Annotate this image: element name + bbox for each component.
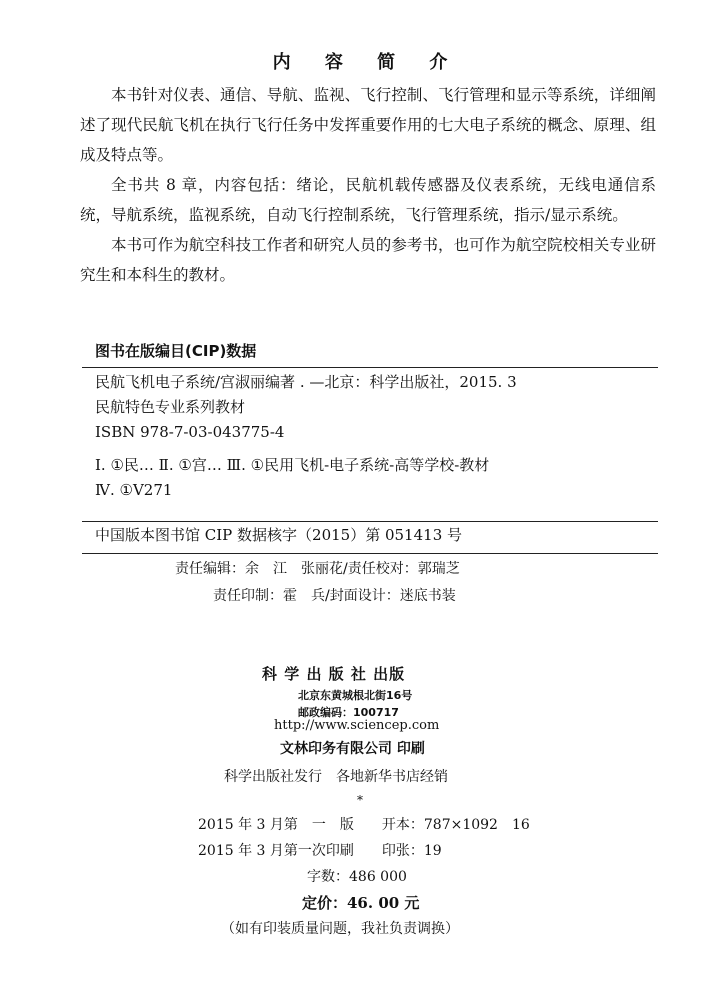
publisher-postcode: 邮政编码：100717 [298,706,399,719]
separator-star: * [357,793,363,807]
distribution: 科学出版社发行 各地新华书店经销 [224,769,448,785]
printing-info: 2015 年 3 月第一次印刷 印张：19 [198,843,442,859]
printer-name: 文林印务有限公司 印刷 [280,741,425,757]
divider [82,521,658,522]
cip-line: Ⅳ. ①V271 [95,481,173,499]
intro-paragraph: 本书可作为航空科技工作者和研究人员的参考书，也可作为航空院校相关专业研究生和本科生的教材。 [80,236,656,284]
price: 定价：46. 00 元 [302,894,420,912]
editor-credits: 责任编辑：余 江 张丽花/责任校对：郭瑞芝 [175,561,460,577]
publisher-url: http://www.sciencep.com [274,718,440,733]
cip-line: 民航特色专业系列教材 [95,398,246,416]
cip-catalog-number: 中国版本图书馆 CIP 数据核字（2015）第 051413 号 [95,526,463,544]
cip-line: 民航飞机电子系统/宫淑丽编著 . —北京：科学出版社，2015. 3 [95,373,517,391]
cip-heading: 图书在版编目(CIP)数据 [95,342,257,360]
cip-line: Ⅰ. ①民… Ⅱ. ①宫… Ⅲ. ①民用飞机-电子系统-高等学校-教材 [95,456,490,474]
introduction [80,80,656,290]
divider [82,553,658,554]
divider [82,367,658,368]
publisher-name: 科 学 出 版 社 出版 [262,665,406,683]
publisher-address: 北京东黄城根北街16号 [298,689,413,702]
page-title: 内 容 简 介 [272,52,462,73]
cip-data [95,370,655,503]
credits [0,556,720,610]
word-count: 字数：486 000 [307,869,407,885]
cip-line: ISBN 978-7-03-043775-4 [95,423,285,441]
intro-paragraph: 全书共 8 章，内容包括：绪论，民航机载传感器及仪表系统，无线电通信系统，导航系统，监视系统，自动飞行控制系统，飞行管理系统，指示/显示系统。 [80,176,656,224]
intro-paragraph: 本书针对仪表、通信、导航、监视、飞行控制、飞行管理和显示等系统，详细阐述了现代民航飞机在执行飞行任务中发挥重要作用的七大电子系统的概念、原理、组成及特点等。 [80,86,656,164]
quality-notice: （如有印装质量问题，我社负责调换） [221,921,459,937]
edition-info: 2015 年 3 月第 一 版 开本：787×1092 16 [198,817,530,833]
production-credits: 责任印制：霍 兵/封面设计：迷底书装 [213,588,456,604]
